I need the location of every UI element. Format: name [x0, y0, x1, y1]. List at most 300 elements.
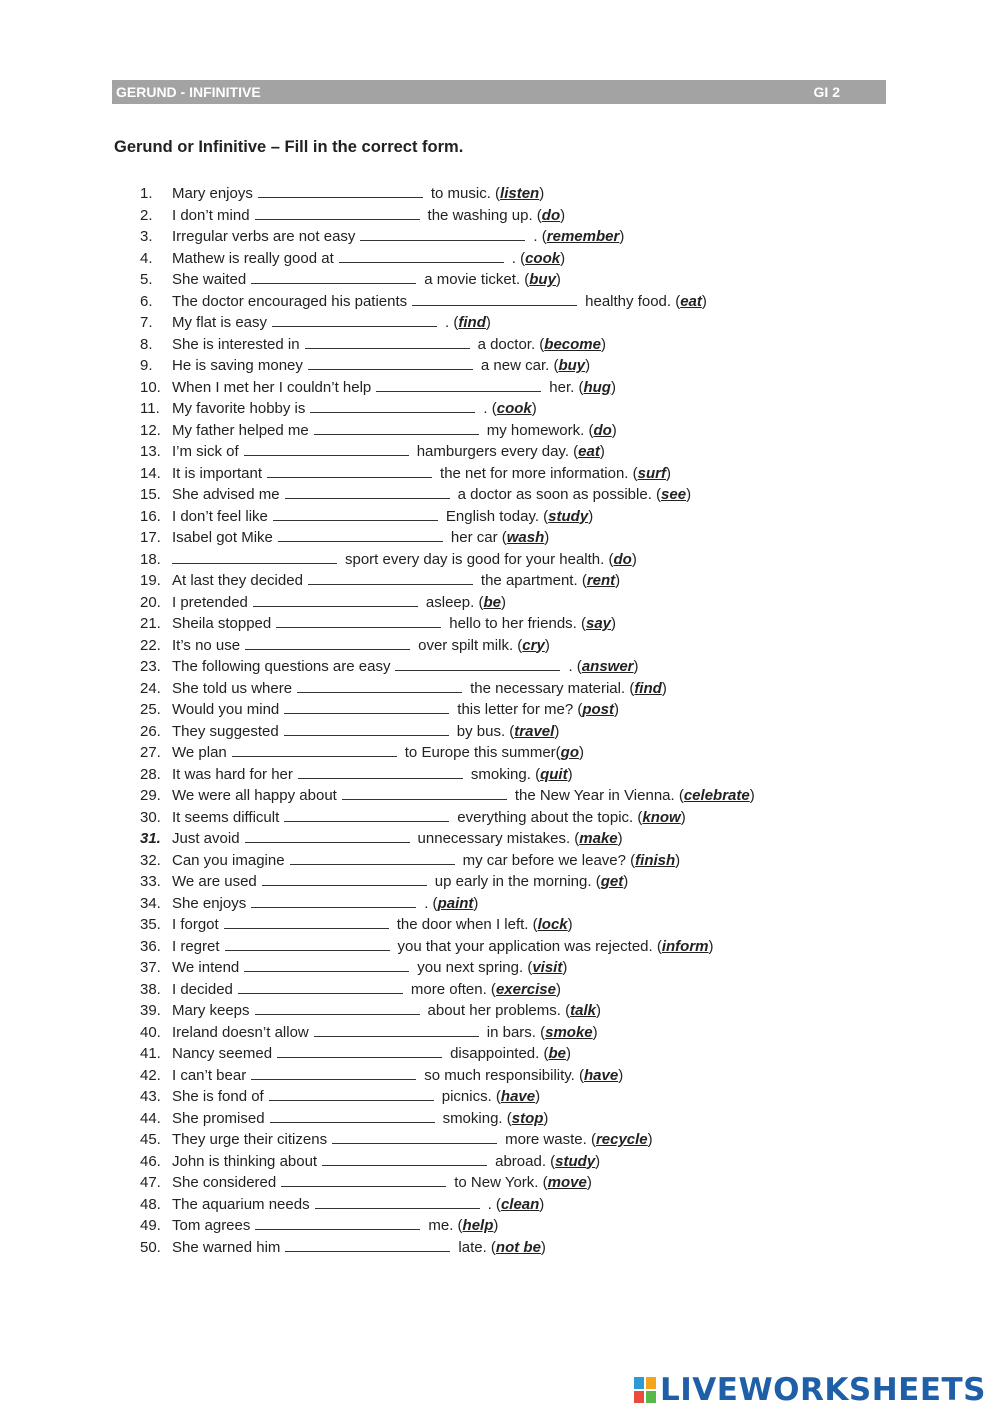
item-number: 40. — [140, 1023, 161, 1041]
item-number: 44. — [140, 1109, 161, 1127]
exercise-item — [140, 656, 755, 678]
base-verb: celebrate — [683, 787, 750, 804]
base-verb: quit — [540, 765, 568, 783]
item-prefix-text: She waited — [172, 271, 247, 288]
item-number: 46. — [140, 1152, 161, 1170]
worksheet-heading: Gerund or Infinitive – Fill in the correct form. — [114, 138, 464, 156]
exercise-item — [140, 183, 755, 205]
item-prefix-text: Can you imagine — [172, 851, 285, 869]
item-suffix-text: about her problems. ( — [427, 1002, 571, 1019]
item-number: 22. — [140, 636, 161, 654]
exercise-item — [140, 721, 755, 743]
item-suffix-text: the net for more information. ( — [440, 464, 638, 482]
exercise-item — [140, 570, 755, 592]
exercise-item — [140, 527, 755, 549]
item-number: 13. — [140, 443, 161, 460]
close-paren: ) — [473, 894, 479, 912]
item-number: 17. — [140, 529, 161, 546]
item-suffix-text: up early in the morning. ( — [434, 873, 601, 890]
close-paren: ) — [633, 658, 639, 675]
close-paren: ) — [500, 593, 506, 611]
answer-blank[interactable] — [285, 484, 450, 499]
item-suffix-text: healthy food. ( — [585, 292, 681, 310]
close-paren: ) — [586, 1174, 592, 1191]
item-suffix-text: her. ( — [549, 378, 584, 396]
item-prefix-text: I’m sick of — [172, 443, 239, 460]
base-verb: paint — [437, 894, 474, 912]
close-paren: ) — [675, 851, 681, 869]
close-paren: ) — [554, 722, 560, 740]
item-suffix-text: the washing up. ( — [427, 206, 542, 224]
base-verb: talk — [570, 1002, 596, 1019]
item-suffix-text: . ( — [424, 894, 438, 912]
close-paren: ) — [544, 636, 550, 654]
close-paren: ) — [585, 357, 591, 374]
item-prefix-text: I forgot — [172, 916, 219, 933]
answer-blank[interactable] — [284, 699, 449, 714]
close-paren: ) — [708, 937, 714, 955]
item-prefix-text: She enjoys — [172, 894, 247, 912]
answer-blank[interactable] — [172, 549, 337, 564]
exercise-item — [140, 269, 755, 291]
item-number: 6. — [140, 292, 153, 310]
answer-blank[interactable] — [395, 656, 560, 671]
item-number: 21. — [140, 615, 161, 632]
item-number: 19. — [140, 572, 161, 589]
item-suffix-text: so much responsibility. ( — [424, 1066, 584, 1084]
exercise-item — [140, 914, 755, 936]
item-suffix-text: this letter for me? ( — [457, 701, 583, 718]
item-suffix-text: the necessary material. ( — [470, 679, 635, 697]
item-suffix-text: her car ( — [450, 529, 507, 546]
answer-blank[interactable] — [232, 742, 397, 757]
item-prefix-text: Ireland doesn’t allow — [172, 1023, 309, 1041]
item-prefix-text: They suggested — [172, 722, 279, 740]
close-paren: ) — [543, 1109, 549, 1127]
close-paren: ) — [614, 701, 619, 718]
item-prefix-text: She told us where — [172, 679, 293, 697]
close-paren: ) — [749, 787, 755, 804]
item-number: 35. — [140, 916, 161, 933]
logo-text: LIVEWORKSHEETS — [660, 1372, 986, 1408]
item-suffix-text: to Europe this summer( — [404, 744, 561, 761]
exercise-item — [140, 764, 755, 786]
answer-blank[interactable] — [270, 1108, 435, 1123]
base-verb: visit — [532, 959, 563, 976]
base-verb: help — [462, 1217, 494, 1234]
item-suffix-text: a movie ticket. ( — [424, 271, 530, 288]
base-verb: cry — [522, 636, 545, 654]
liveworksheets-logo-icon — [634, 1377, 656, 1403]
item-suffix-text: you that your application was rejected. ( — [397, 937, 662, 955]
close-paren: ) — [567, 916, 573, 933]
item-prefix-text: I decided — [172, 980, 233, 998]
item-prefix-text: She advised me — [172, 486, 280, 503]
base-verb: post — [582, 701, 614, 718]
base-verb: clean — [500, 1195, 540, 1213]
answer-blank[interactable] — [258, 183, 423, 198]
base-verb: stop — [511, 1109, 544, 1127]
close-paren: ) — [611, 615, 617, 632]
item-number: 34. — [140, 894, 161, 912]
item-prefix-text: Would you mind — [172, 701, 280, 718]
base-verb: inform — [661, 937, 709, 955]
item-number: 37. — [140, 959, 161, 976]
item-number: 14. — [140, 464, 161, 482]
item-prefix-text: It is important — [172, 464, 263, 482]
close-paren: ) — [595, 1152, 601, 1170]
item-prefix-text: We were all happy about — [172, 787, 337, 804]
exercise-item — [140, 1065, 755, 1087]
base-verb: finish — [635, 851, 676, 869]
item-prefix-text: She promised — [172, 1109, 265, 1127]
item-prefix-text: They urge their citizens — [172, 1131, 328, 1148]
item-number: 45. — [140, 1131, 161, 1148]
item-suffix-text: sport every day is good for your health. ( — [345, 550, 614, 568]
base-verb: wash — [506, 529, 545, 546]
close-paren: ) — [617, 830, 623, 847]
item-prefix-text: When I met her I couldn’t help — [172, 378, 372, 396]
exercise-item — [140, 1129, 755, 1151]
exercise-item — [140, 420, 755, 442]
close-paren: ) — [680, 808, 686, 826]
answer-blank[interactable] — [255, 1215, 420, 1230]
answer-blank[interactable] — [244, 441, 409, 456]
close-paren: ) — [611, 421, 617, 439]
exercise-item — [140, 699, 755, 721]
answer-blank[interactable] — [281, 1172, 446, 1187]
item-prefix-text: It’s no use — [172, 636, 241, 654]
answer-blank[interactable] — [339, 248, 504, 263]
item-suffix-text: . ( — [445, 314, 459, 331]
exercise-item — [140, 1108, 755, 1130]
answer-blank[interactable] — [251, 1065, 416, 1080]
exercise-item — [140, 1194, 755, 1216]
item-suffix-text: late. ( — [458, 1238, 496, 1256]
base-verb: cook — [496, 400, 532, 417]
answer-blank[interactable] — [267, 463, 432, 478]
close-paren: ) — [595, 1002, 601, 1019]
close-paren: ) — [610, 378, 616, 396]
item-prefix-text: John is thinking about — [172, 1152, 318, 1170]
item-suffix-text: more often. ( — [410, 980, 496, 998]
item-suffix-text: to music. ( — [430, 185, 501, 202]
close-paren: ) — [544, 529, 550, 546]
answer-blank[interactable] — [305, 334, 470, 349]
close-paren: ) — [539, 185, 545, 202]
item-suffix-text: smoking. ( — [470, 765, 541, 783]
base-verb: eat — [680, 292, 702, 310]
answer-blank[interactable] — [277, 1043, 442, 1058]
item-prefix-text: Sheila stopped — [172, 615, 272, 632]
item-suffix-text: hamburgers every day. ( — [416, 443, 579, 460]
close-paren: ) — [493, 1217, 499, 1234]
base-verb: recycle — [595, 1131, 648, 1148]
close-paren: ) — [539, 1195, 545, 1213]
item-number: 41. — [140, 1045, 161, 1062]
base-verb: listen — [500, 185, 540, 202]
item-suffix-text: in bars. ( — [486, 1023, 546, 1041]
exercise-item — [140, 549, 755, 571]
base-verb: not be — [495, 1238, 541, 1256]
item-suffix-text: asleep. ( — [425, 593, 484, 611]
exercise-item — [140, 936, 755, 958]
item-number: 33. — [140, 873, 161, 890]
base-verb: smoke — [545, 1023, 593, 1041]
answer-blank[interactable] — [412, 291, 577, 306]
item-number: 30. — [140, 808, 161, 826]
item-number: 42. — [140, 1066, 161, 1084]
item-prefix-text: Tom agrees — [172, 1217, 251, 1234]
answer-blank[interactable] — [308, 570, 473, 585]
base-verb: eat — [578, 443, 600, 460]
item-number: 10. — [140, 378, 161, 396]
answer-blank[interactable] — [224, 914, 389, 929]
item-number: 1. — [140, 185, 153, 202]
item-prefix-text: I don’t mind — [172, 206, 250, 224]
base-verb: be — [483, 593, 501, 611]
answer-blank[interactable] — [245, 828, 410, 843]
answer-blank[interactable] — [332, 1129, 497, 1144]
item-prefix-text: I pretended — [172, 593, 248, 611]
close-paren: ) — [565, 1045, 571, 1062]
item-number: 39. — [140, 1002, 161, 1019]
item-prefix-text: Irregular verbs are not easy — [172, 228, 356, 245]
item-suffix-text: my car before we leave? ( — [462, 851, 636, 869]
item-suffix-text: me. ( — [428, 1217, 463, 1234]
item-prefix-text: Isabel got Mike — [172, 529, 273, 546]
item-number: 3. — [140, 228, 153, 245]
exercise-item — [140, 398, 755, 420]
close-paren: ) — [623, 873, 629, 890]
answer-blank[interactable] — [273, 506, 438, 521]
answer-blank[interactable] — [310, 398, 475, 413]
item-suffix-text: picnics. ( — [441, 1088, 501, 1105]
item-prefix-text: The aquarium needs — [172, 1195, 310, 1213]
exercise-item — [140, 850, 755, 872]
base-verb: answer — [581, 658, 634, 675]
close-paren: ) — [562, 959, 568, 976]
answer-blank[interactable] — [251, 893, 416, 908]
item-suffix-text: more waste. ( — [505, 1131, 596, 1148]
close-paren: ) — [686, 486, 692, 503]
base-verb: get — [600, 873, 624, 890]
item-suffix-text: smoking. ( — [442, 1109, 512, 1127]
item-number: 9. — [140, 357, 153, 374]
item-number: 23. — [140, 658, 161, 675]
item-number: 7. — [140, 314, 153, 331]
item-suffix-text: the apartment. ( — [480, 572, 587, 589]
exercise-item — [140, 312, 755, 334]
answer-blank[interactable] — [297, 678, 462, 693]
item-prefix-text: My father helped me — [172, 421, 309, 439]
item-suffix-text: the door when I left. ( — [396, 916, 538, 933]
item-number: 38. — [140, 980, 161, 998]
item-prefix-text: It seems difficult — [172, 808, 280, 826]
item-number: 27. — [140, 744, 161, 761]
answer-blank[interactable] — [255, 205, 420, 220]
item-suffix-text: hello to her friends. ( — [449, 615, 586, 632]
item-suffix-text: English today. ( — [445, 507, 549, 525]
base-verb: rent — [586, 572, 616, 589]
header-title: GERUND - INFINITIVE — [116, 84, 261, 100]
close-paren: ) — [701, 292, 707, 310]
item-number: 43. — [140, 1088, 161, 1105]
close-paren: ) — [567, 765, 573, 783]
answer-blank[interactable] — [225, 936, 390, 951]
base-verb: become — [544, 335, 601, 353]
base-verb: exercise — [495, 980, 556, 998]
exercise-item — [140, 291, 755, 313]
close-paren: ) — [600, 335, 606, 353]
item-number: 5. — [140, 271, 153, 288]
exercise-item — [140, 678, 755, 700]
answer-blank[interactable] — [255, 1000, 420, 1015]
item-prefix-text: My flat is easy — [172, 314, 268, 331]
exercise-item — [140, 871, 755, 893]
exercise-item — [140, 957, 755, 979]
item-suffix-text: . ( — [511, 249, 526, 267]
base-verb: study — [555, 1152, 596, 1170]
answer-blank[interactable] — [290, 850, 455, 865]
exercise-item — [140, 1086, 755, 1108]
item-number: 8. — [140, 335, 153, 353]
base-verb: cook — [525, 249, 561, 267]
answer-blank[interactable] — [284, 721, 449, 736]
item-number: 16. — [140, 507, 161, 525]
item-prefix-text: At last they decided — [172, 572, 303, 589]
exercise-item — [140, 441, 755, 463]
base-verb: buy — [529, 271, 556, 288]
item-prefix-text: Just avoid — [172, 830, 240, 847]
answer-blank[interactable] — [251, 269, 416, 284]
exercise-item — [140, 463, 755, 485]
item-prefix-text: I don’t feel like — [172, 507, 268, 525]
close-paren: ) — [647, 1131, 653, 1148]
answer-blank[interactable] — [276, 613, 441, 628]
base-verb: surf — [637, 464, 666, 482]
exercise-item — [140, 1151, 755, 1173]
liveworksheets-logo — [634, 1372, 986, 1408]
close-paren: ) — [619, 228, 625, 245]
exercise-item — [140, 807, 755, 829]
exercise-item — [140, 1000, 755, 1022]
item-prefix-text: We plan — [172, 744, 227, 761]
exercise-item — [140, 592, 755, 614]
item-number: 50. — [140, 1238, 161, 1256]
item-number: 12. — [140, 421, 161, 439]
exercise-item — [140, 1215, 755, 1237]
close-paren: ) — [599, 443, 605, 460]
base-verb: study — [548, 507, 589, 525]
exercise-item — [140, 893, 755, 915]
answer-blank[interactable] — [278, 527, 443, 542]
answer-blank[interactable] — [314, 1022, 479, 1037]
item-prefix-text: She is fond of — [172, 1088, 264, 1105]
answer-blank[interactable] — [262, 871, 427, 886]
close-paren: ) — [540, 1238, 546, 1256]
item-suffix-text: everything about the topic. ( — [457, 808, 643, 826]
close-paren: ) — [588, 507, 594, 525]
answer-blank[interactable] — [269, 1086, 434, 1101]
exercise-item — [140, 785, 755, 807]
base-verb: move — [547, 1174, 587, 1191]
answer-blank[interactable] — [360, 226, 525, 241]
item-suffix-text: a new car. ( — [480, 357, 559, 374]
exercise-item — [140, 1237, 755, 1259]
answer-blank[interactable] — [314, 420, 479, 435]
item-prefix-text: Mathew is really good at — [172, 249, 334, 267]
item-number: 48. — [140, 1195, 161, 1213]
item-prefix-text: The following questions are easy — [172, 658, 391, 675]
header-code: GI 2 — [813, 84, 840, 100]
close-paren: ) — [665, 464, 671, 482]
answer-blank[interactable] — [322, 1151, 487, 1166]
close-paren: ) — [555, 271, 561, 288]
answer-blank[interactable] — [272, 312, 437, 327]
base-verb: say — [586, 615, 612, 632]
close-paren: ) — [578, 744, 584, 761]
close-paren: ) — [535, 1088, 541, 1105]
answer-blank[interactable] — [342, 785, 507, 800]
item-prefix-text: He is saving money — [172, 357, 303, 374]
close-paren: ) — [631, 550, 637, 568]
base-verb: lock — [537, 916, 568, 933]
item-suffix-text: you next spring. ( — [417, 959, 533, 976]
item-prefix-text: Mary keeps — [172, 1002, 250, 1019]
item-number: 25. — [140, 701, 161, 718]
exercise-item — [140, 1172, 755, 1194]
item-suffix-text: my homework. ( — [486, 421, 594, 439]
item-number: 4. — [140, 249, 153, 267]
answer-blank[interactable] — [308, 355, 473, 370]
close-paren: ) — [661, 679, 667, 697]
base-verb: hug — [583, 378, 611, 396]
item-prefix-text: The doctor encouraged his patients — [172, 292, 408, 310]
item-suffix-text: by bus. ( — [456, 722, 515, 740]
item-prefix-text: My favorite hobby is — [172, 400, 306, 417]
answer-blank[interactable] — [238, 979, 403, 994]
answer-blank[interactable] — [298, 764, 463, 779]
item-prefix-text: I regret — [172, 937, 220, 955]
base-verb: do — [613, 550, 632, 568]
exercise-item — [140, 1043, 755, 1065]
item-number: 29. — [140, 787, 161, 804]
answer-blank[interactable] — [285, 1237, 450, 1252]
item-prefix-text: She considered — [172, 1174, 277, 1191]
exercise-item — [140, 828, 755, 850]
answer-blank[interactable] — [284, 807, 449, 822]
base-verb: find — [634, 679, 662, 697]
close-paren: ) — [560, 206, 566, 224]
answer-blank[interactable] — [376, 377, 541, 392]
item-prefix-text: We are used — [172, 873, 257, 890]
item-suffix-text: over spilt milk. ( — [418, 636, 523, 654]
exercise-item — [140, 1022, 755, 1044]
answer-blank[interactable] — [253, 592, 418, 607]
base-verb: be — [548, 1045, 566, 1062]
exercise-item — [140, 742, 755, 764]
item-prefix-text: We intend — [172, 959, 240, 976]
answer-blank[interactable] — [244, 957, 409, 972]
item-number: 24. — [140, 679, 161, 697]
item-suffix-text: abroad. ( — [495, 1152, 556, 1170]
exercise-item — [140, 377, 755, 399]
exercise-item — [140, 613, 755, 635]
answer-blank[interactable] — [315, 1194, 480, 1209]
answer-blank[interactable] — [245, 635, 410, 650]
item-number: 15. — [140, 486, 161, 503]
